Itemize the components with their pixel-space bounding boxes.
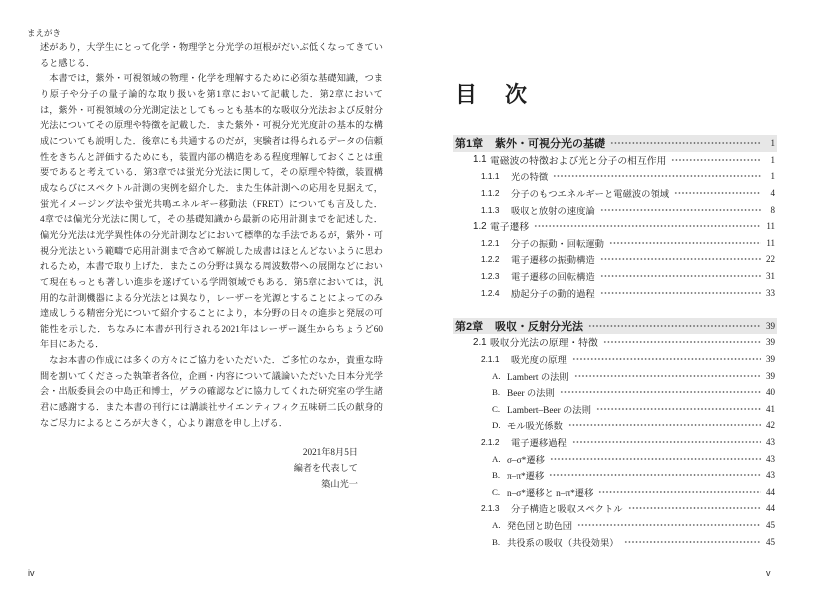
toc-page-number: 43	[766, 436, 775, 447]
preface-line: 要であると考えている．第3章では蛍光分光法に関して，その原理や特徴，装置構	[40, 167, 383, 178]
toc-entry-title: Beer の法則	[507, 389, 555, 400]
toc-page-number: 1	[770, 171, 775, 182]
preface-line: 用的な計測機器による分光法とは異なり，レーザーを光源とすることによってのみ	[40, 292, 383, 303]
toc-section-1-1	[453, 152, 777, 169]
signature-role: 編者を代表して	[293, 463, 358, 473]
toc-chapter-2	[453, 318, 777, 335]
preface-line: 偏光分光法は光学異性体の分光計測などにおいて標準的な手法であるが，紫外・可	[40, 229, 383, 240]
toc-item-2-1-3-a	[453, 517, 777, 534]
toc-page-number: 43	[766, 453, 775, 464]
signature-date: 2021年8月5日	[302, 447, 358, 457]
toc-item-2-1-2-c	[453, 483, 777, 500]
toc-entry-title: 発色団と助色団	[507, 521, 573, 532]
leader-dots	[671, 158, 761, 162]
toc-chapter-1	[453, 135, 777, 152]
preface-line: 性をきちんと評価するためにも，装置内部の構造をある程度理解しておくことは重	[40, 151, 383, 162]
signature-block	[200, 444, 358, 492]
toc-page-number: 45	[766, 519, 775, 530]
preface-line: り原子や分子の量子論的な取り扱いを第1章において記載した．第2章において	[40, 88, 383, 99]
toc-number: 第1章	[455, 138, 484, 151]
preface-line: 間を割いてくださった執筆者各位，企画・内容について議論いただいた日本分光学	[40, 370, 383, 381]
toc-page-number: 22	[766, 254, 775, 265]
toc-entry-title: Lambert–Beer の法則	[507, 405, 591, 416]
preface-line: 述があり，大学生にとって化学・物理学と分光学の垣根がだいぶ低くなってきてい	[40, 42, 383, 52]
toc-page-number: 11	[766, 221, 775, 232]
toc-subsection-2-1-3	[453, 500, 777, 517]
toc-number: B.	[492, 470, 501, 481]
toc-number: D.	[492, 420, 501, 431]
toc-number: 1.1	[473, 154, 487, 166]
leader-dots	[600, 257, 761, 261]
toc-entry-title: 電子遷移の振動構造	[511, 256, 595, 267]
toc-entry-title: 吸収と放射の速度論	[511, 206, 595, 217]
toc-page-number: 43	[766, 470, 775, 481]
toc-item-2-1-1-d	[453, 417, 777, 434]
toc-page-number: 31	[766, 271, 775, 282]
toc-number: C.	[492, 486, 501, 497]
toc-entry-title: 分子構造と吸収スペクトル	[511, 505, 623, 516]
toc-page-number: 39	[766, 354, 775, 365]
toc-number: A.	[492, 370, 501, 381]
toc-subsection-1-1-3	[453, 201, 777, 218]
running-head: まえがき	[27, 28, 62, 38]
toc-subsection-1-1-2	[453, 185, 777, 202]
toc-subsection-2-1-1	[453, 351, 777, 368]
toc-entry-title: Lambert の法則	[507, 372, 569, 383]
toc-section-2-1	[453, 334, 777, 351]
toc-page-number: 39	[766, 337, 775, 348]
toc-number: 2.1	[473, 336, 487, 348]
preface-body	[40, 40, 383, 431]
toc-chapter-gap	[453, 301, 777, 318]
leader-dots	[577, 523, 761, 527]
toc-entry-title: 共役系の吸収（共役効果）	[507, 538, 619, 549]
preface-line: 君に感謝する．また本書の刊行には講談社サイエンティフィク五味研二氏の献身的	[40, 402, 383, 413]
leader-dots	[600, 208, 761, 212]
toc-page-number: 41	[766, 403, 775, 414]
toc-number: B.	[492, 536, 501, 547]
toc-number: A.	[492, 519, 501, 530]
toc-number: 1.2.1	[481, 237, 500, 248]
toc-subsection-1-2-4	[453, 284, 777, 301]
leader-dots	[600, 291, 761, 295]
toc-item-2-1-2-b	[453, 467, 777, 484]
leader-dots	[534, 224, 761, 228]
table-of-contents	[453, 135, 777, 550]
signature-name: 築山光一	[321, 479, 358, 489]
toc-page-number: 42	[766, 420, 775, 431]
toc-subsection-1-2-1	[453, 235, 777, 252]
toc-entry-title: 電子遷移の回転構造	[511, 273, 595, 284]
page-number-left: iv	[28, 568, 35, 578]
preface-line: なお本書の作成には多くの方々にご協力をいただいた．ご多忙のなか，貴重な時	[49, 355, 383, 366]
preface-line: 成ならびにスペクトル計測の実例を紹介した．また生体計測への応用を見据えて，	[40, 182, 383, 193]
toc-entry-title: 電磁波の特徴および光と分子の相互作用	[490, 155, 667, 167]
toc-page-number: 39	[766, 370, 775, 381]
preface-line: ると感じる．	[40, 57, 96, 68]
preface-line: れるため，本書で取り上げた．またこの分野は異なる周波数帯への展開などにおい	[40, 261, 383, 272]
toc-number: C.	[492, 403, 501, 414]
toc-number: 2.1.1	[481, 354, 500, 365]
toc-entry-title: 分子のもつエネルギーと電磁波の領域	[511, 190, 670, 201]
leader-dots	[628, 506, 761, 510]
leader-dots	[560, 390, 761, 394]
leader-dots	[574, 374, 761, 378]
preface-line: 光法についてその原理や特徴を記載した．また紫外・可視分光光度計の基本的な構	[40, 120, 383, 131]
page-number-right: v	[766, 568, 771, 578]
preface-line: 達成しうる精密分光について紹介することにより，本分野の日々の進歩と発展の可	[40, 308, 383, 319]
toc-page-number: 33	[766, 287, 775, 298]
toc-page-number: 8	[770, 204, 775, 215]
leader-dots	[596, 407, 761, 411]
toc-page-number: 39	[766, 320, 775, 331]
toc-page-number: 1	[770, 138, 775, 149]
preface-line: は，紫外・可視領域の分光測定法としてもっとも基本的な吸収分光法および反射分	[40, 104, 383, 115]
toc-number: 1.1.3	[481, 204, 500, 215]
leader-dots	[600, 274, 761, 278]
toc-title: 目次	[455, 82, 556, 107]
toc-subsection-2-1-2	[453, 434, 777, 451]
toc-number: 第2章	[455, 320, 484, 333]
toc-entry-title: 吸収分光法の原理・特徴	[490, 338, 598, 350]
toc-page-number: 11	[766, 237, 775, 248]
leader-dots	[550, 457, 761, 461]
preface-line: 能性を示した．ちなみに本書が刊行される2021年はレーザー誕生からちょうど60	[40, 323, 383, 334]
toc-subsection-1-2-3	[453, 268, 777, 285]
preface-line: て現在もっとも著しい進歩を遂げている学問領域でもある．第5章においては，汎	[40, 276, 383, 287]
leader-dots	[572, 357, 761, 361]
toc-entry-title: π–π*遷移	[507, 472, 545, 483]
leader-dots	[624, 540, 761, 544]
toc-page-number: 44	[766, 503, 775, 514]
toc-entry-title: 分子の振動・回転運動	[511, 239, 604, 250]
toc-subsection-1-2-2	[453, 251, 777, 268]
preface-line: 視分光法という範疇で応用計測まで含めて解説した成書はほとんどないように思わ	[40, 245, 383, 256]
toc-entry-title: 光の特徴	[511, 173, 549, 184]
toc-page-number: 1	[770, 154, 775, 165]
toc-entry-title: n–σ*遷移と n–π*遷移	[507, 488, 594, 499]
preface-line: 年目にあたる．	[40, 339, 105, 350]
leader-dots	[598, 490, 761, 494]
preface-line: 4章では偏光分光法に関して，その基礎知識から最新の応用計測までを記述した．	[40, 214, 383, 225]
preface-line: 成についても説明した．後章にも共通するのだが，実験者は得られるデータの信頼	[40, 135, 383, 146]
preface-line: 会・出版委員会の中島正和博士，ゲラの確認などに協力してくれた研究室の学生諸	[40, 386, 383, 397]
toc-number: 1.1.1	[481, 171, 500, 182]
toc-entry-title: 吸収・反射分光法	[495, 320, 583, 333]
toc-subsection-1-1-1	[453, 168, 777, 185]
toc-item-2-1-1-b	[453, 384, 777, 401]
toc-number: 1.2.4	[481, 287, 500, 298]
toc-page-number: 4	[770, 188, 775, 199]
preface-line: 本書では，紫外・可視領域の物理・化学を理解するために必須な基礎知識，つま	[49, 73, 383, 84]
toc-entry-title: 電子遷移	[490, 222, 530, 234]
toc-item-2-1-2-a	[453, 450, 777, 467]
leader-dots	[549, 473, 761, 477]
leader-dots	[610, 141, 761, 145]
toc-item-2-1-3-b	[453, 533, 777, 550]
toc-number: 2.1.2	[481, 436, 500, 447]
leader-dots	[553, 174, 761, 178]
toc-number: 1.2.3	[481, 271, 500, 282]
toc-entry-title: 電子遷移過程	[511, 438, 567, 449]
leader-dots	[609, 241, 761, 245]
toc-entry-title: σ–σ*遷移	[507, 455, 545, 466]
leader-dots	[588, 324, 761, 328]
leader-dots	[603, 340, 761, 344]
toc-number: 1.2	[473, 220, 487, 232]
toc-entry-title: 吸光度の原理	[511, 356, 567, 367]
leader-dots	[572, 440, 761, 444]
toc-item-2-1-1-c	[453, 401, 777, 418]
toc-entry-title: 紫外・可視分光の基礎	[495, 138, 605, 151]
toc-entry-title: モル吸光係数	[507, 422, 563, 433]
toc-number: A.	[492, 453, 501, 464]
toc-entry-title: 励起分子の動的過程	[511, 289, 595, 300]
toc-page-number: 44	[766, 486, 775, 497]
leader-dots	[674, 191, 761, 195]
toc-number: 1.2.2	[481, 254, 500, 265]
toc-section-1-2	[453, 218, 777, 235]
toc-number: B.	[492, 387, 501, 398]
toc-number: 2.1.3	[481, 503, 500, 514]
toc-item-2-1-1-a	[453, 367, 777, 384]
leader-dots	[568, 423, 761, 427]
preface-line: 蛍光イメージング法や蛍光共鳴エネルギー移動法（FRET）についても言及した．	[40, 198, 383, 209]
toc-page-number: 45	[766, 536, 775, 547]
toc-number: 1.1.2	[481, 188, 500, 199]
preface-line: なご尽力によるところが大きく，心より謝意を申し上げる．	[40, 417, 288, 428]
toc-page-number: 40	[766, 387, 775, 398]
